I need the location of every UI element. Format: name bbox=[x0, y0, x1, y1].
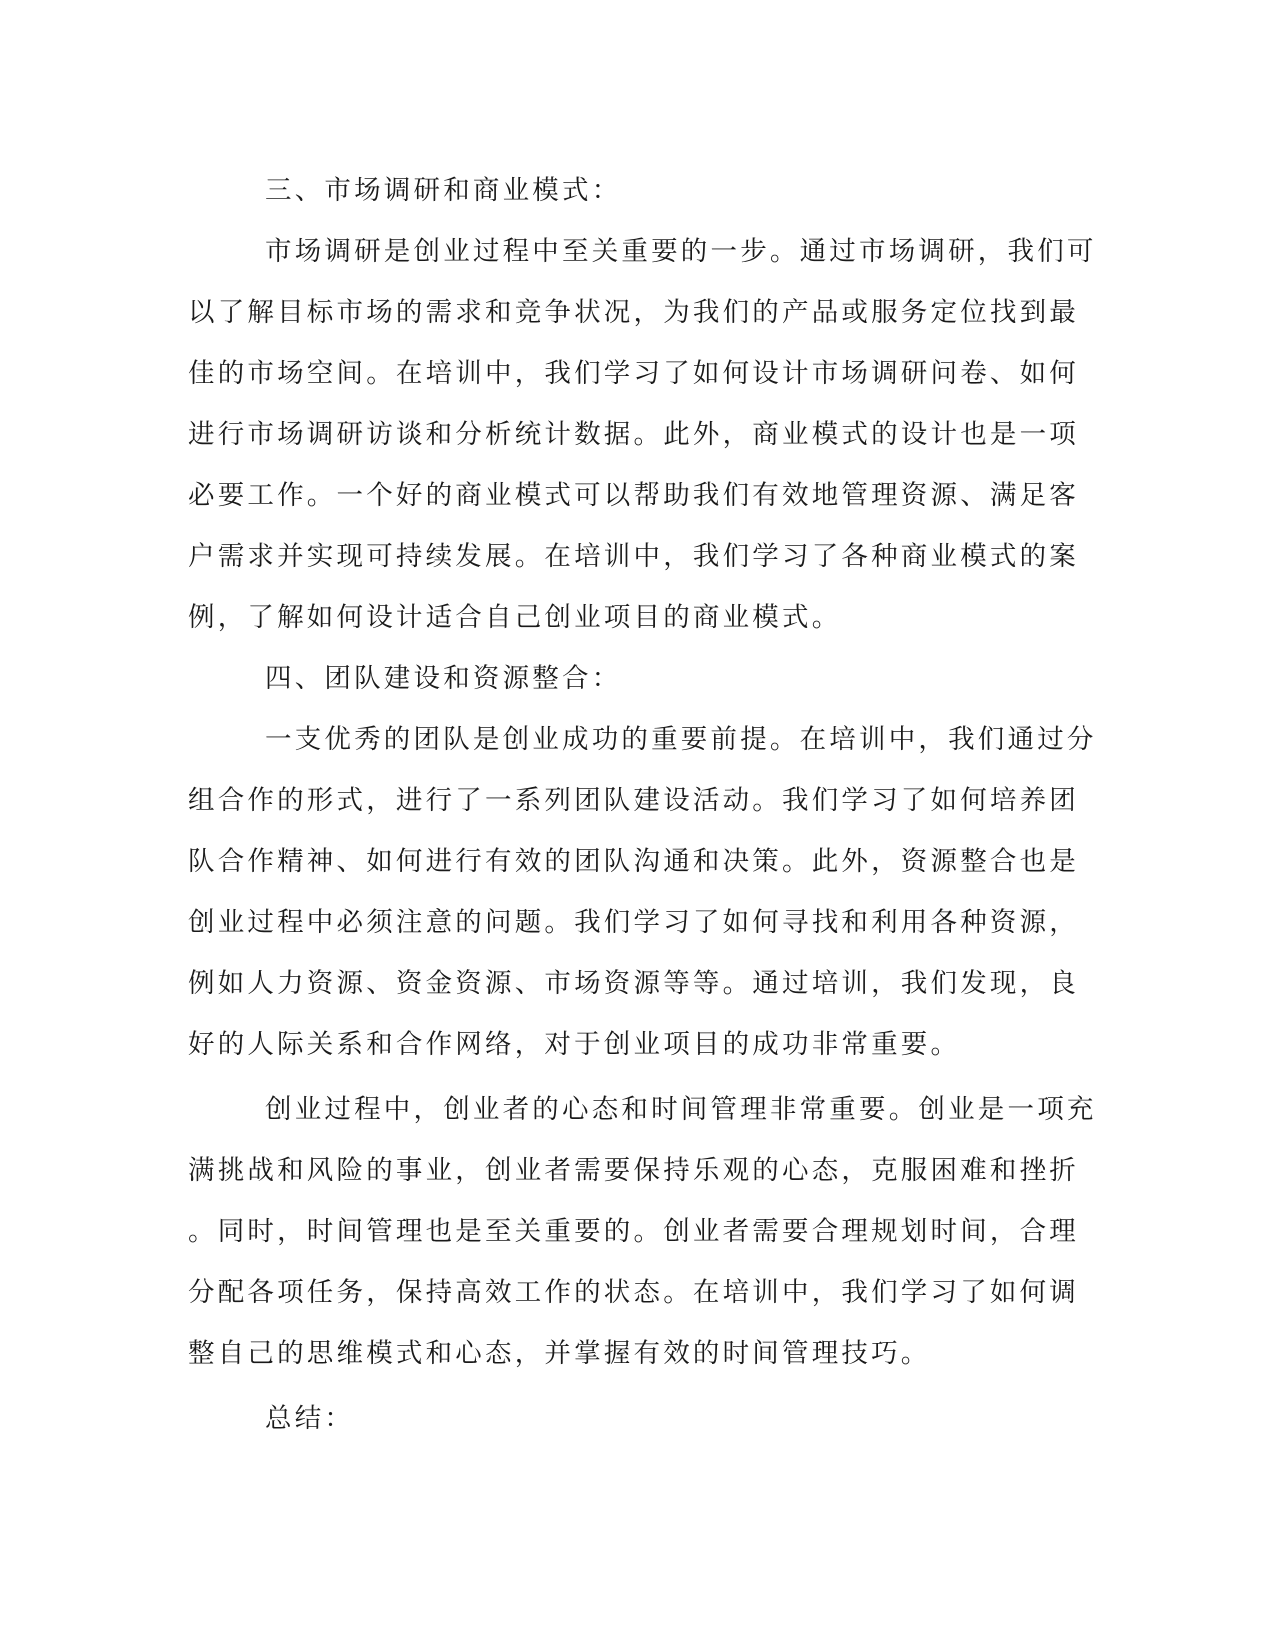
paragraph-line: 户需求并实现可持续发展。在培训中，我们学习了各种商业模式的案 bbox=[188, 541, 1079, 572]
paragraph-line: 一支优秀的团队是创业成功的重要前提。在培训中，我们通过分 bbox=[265, 724, 1097, 755]
paragraph-line: 满挑战和风险的事业，创业者需要保持乐观的心态，克服困难和挫折 bbox=[188, 1155, 1079, 1186]
paragraph-line: 创业过程中必须注意的问题。我们学习了如何寻找和利用各种资源， bbox=[188, 907, 1079, 938]
paragraph-line: 。同时，时间管理也是至关重要的。创业者需要合理规划时间，合理 bbox=[188, 1216, 1079, 1247]
paragraph-line: 以了解目标市场的需求和竞争状况，为我们的产品或服务定位找到最 bbox=[188, 297, 1079, 328]
section-heading-market-research: 三、市场调研和商业模式： bbox=[265, 175, 622, 206]
paragraph-line: 创业过程中，创业者的心态和时间管理非常重要。创业是一项充 bbox=[265, 1094, 1097, 1125]
paragraph-line: 分配各项任务，保持高效工作的状态。在培训中，我们学习了如何调 bbox=[188, 1277, 1079, 1308]
paragraph-line: 例，了解如何设计适合自己创业项目的商业模式。 bbox=[188, 602, 842, 633]
paragraph-line: 整自己的思维模式和心态，并掌握有效的时间管理技巧。 bbox=[188, 1338, 931, 1369]
paragraph-line: 佳的市场空间。在培训中，我们学习了如何设计市场调研问卷、如何 bbox=[188, 358, 1079, 389]
section-heading-summary: 总结： bbox=[265, 1403, 355, 1434]
paragraph-line: 队合作精神、如何进行有效的团队沟通和决策。此外，资源整合也是 bbox=[188, 846, 1079, 877]
paragraph-line: 市场调研是创业过程中至关重要的一步。通过市场调研，我们可 bbox=[265, 236, 1097, 267]
paragraph-line: 必要工作。一个好的商业模式可以帮助我们有效地管理资源、满足客 bbox=[188, 480, 1079, 511]
paragraph-line: 进行市场调研访谈和分析统计数据。此外，商业模式的设计也是一项 bbox=[188, 419, 1079, 450]
paragraph-line: 例如人力资源、资金资源、市场资源等等。通过培训，我们发现，良 bbox=[188, 968, 1079, 999]
paragraph-line: 组合作的形式，进行了一系列团队建设活动。我们学习了如何培养团 bbox=[188, 785, 1079, 816]
document-body bbox=[188, 160, 1097, 1449]
section-heading-team-building: 四、团队建设和资源整合： bbox=[265, 663, 622, 694]
paragraph-line: 好的人际关系和合作网络，对于创业项目的成功非常重要。 bbox=[188, 1029, 961, 1060]
